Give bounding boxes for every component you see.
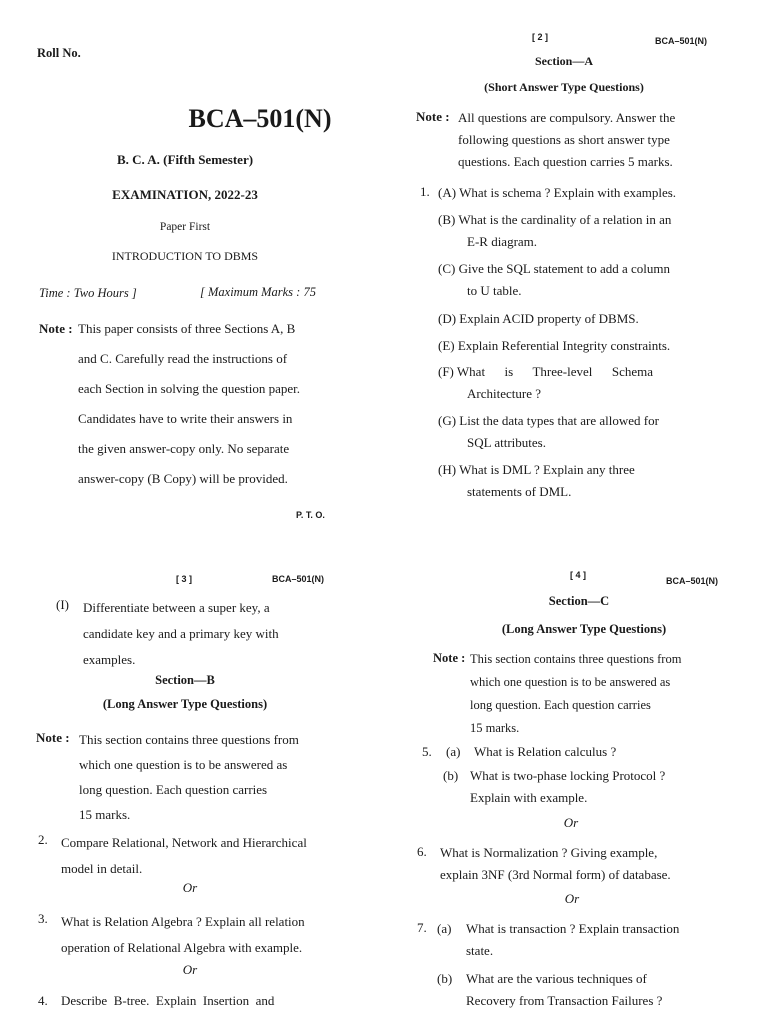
section-title: Section—C (548, 594, 610, 608)
note-line: 15 marks. (470, 721, 520, 735)
course-name: B. C. A. (Fifth Semester) (116, 152, 254, 167)
item-text: Explain ACID property of DBMS. (459, 311, 639, 326)
question-item (438, 361, 738, 405)
question-text (466, 968, 746, 1012)
question-line: What is Relation Algebra ? Explain all relation (61, 914, 305, 929)
note-line: long question. Each question carries (79, 782, 268, 797)
note-line: which one question is to be answered as (470, 675, 671, 689)
question-item (438, 258, 738, 302)
or-separator: Or (182, 962, 198, 977)
page-number: [ 3 ] (176, 574, 193, 584)
item-line: examples. (83, 652, 136, 667)
question-line: explain 3NF (3rd Normal form) of database. (440, 867, 671, 882)
question-item (438, 182, 728, 204)
question-number: 5. (422, 744, 432, 759)
item-label: (a) (437, 921, 452, 936)
question-line: What is two-phase locking Protocol ? (470, 768, 666, 783)
note-line: This paper consists of three Sections A, B (78, 321, 296, 336)
item-label: (I) (56, 597, 69, 612)
question-text: Describe B-tree. Explain Insertion and (61, 993, 275, 1008)
note-line: following questions as short answer type (458, 132, 670, 147)
or-separator: Or (563, 815, 579, 830)
item-label: (E) (438, 338, 455, 353)
page-number: [ 4 ] (570, 570, 587, 580)
item-line: candidate key and a primary key with (83, 626, 279, 641)
note-label: Note : (36, 730, 70, 745)
paper-number: Paper First (159, 221, 211, 233)
examination-year: EXAMINATION, 2022-23 (112, 187, 258, 202)
question-line: What are the various techniques of (466, 971, 647, 986)
question-item (438, 459, 738, 503)
page-3 (0, 540, 384, 1024)
paper-code-title: BCA–501(N) (188, 104, 332, 133)
item-label: (b) (437, 971, 453, 986)
page-number: [ 2 ] (532, 32, 549, 42)
question-text (466, 918, 746, 962)
question-line: operation of Relational Algebra with example. (61, 940, 303, 955)
item-text: Explain Referential Integrity constraints. (457, 338, 671, 353)
note-line: questions. Each question carries 5 marks. (458, 154, 673, 169)
page-2 (384, 0, 768, 540)
item-label: (D) (438, 311, 457, 326)
note-text (458, 107, 728, 173)
item-label: (H) (438, 462, 457, 477)
note-line: the given answer-copy only. No separate (78, 441, 290, 456)
note-line: and C. Carefully read the instructions of (78, 351, 288, 366)
section-subtitle: (Long Answer Type Questions) (501, 622, 667, 636)
maximum-marks: [ Maximum Marks : 75 (200, 285, 316, 299)
note-text (79, 727, 341, 827)
question-item (438, 209, 738, 253)
question-line: What is Normalization ? Giving example, (440, 845, 658, 860)
item-text: What is the cardinality of a relation in an (458, 212, 672, 227)
note-label: Note : (416, 109, 450, 124)
item-label: (B) (438, 212, 456, 227)
item-text: E-R diagram. (467, 234, 538, 249)
question-text (61, 830, 351, 882)
question-line: Recovery from Transaction Failures ? (466, 993, 663, 1008)
roll-number-label: Roll No. (37, 46, 81, 60)
item-text: Give the SQL statement to add a column (458, 261, 671, 276)
note-line: All questions are compulsory. Answer the (458, 110, 676, 125)
note-line: which one question is to be answered as (79, 757, 288, 772)
item-label: (C) (438, 261, 456, 276)
page-4 (384, 540, 768, 1024)
question-number: 6. (417, 844, 427, 859)
question-number: 7. (417, 920, 427, 935)
item-text: What is Three-level Schema (456, 364, 654, 379)
paper-code-header: BCA–501(N) (666, 576, 719, 586)
section-title: Section—A (535, 54, 593, 68)
item-label: (G) (438, 413, 457, 428)
time-allowed: Time : Two Hours ] (39, 286, 137, 300)
question-number: 2. (38, 832, 48, 847)
section-title: Section—B (155, 673, 215, 687)
note-line: answer-copy (B Copy) will be provided. (78, 471, 288, 486)
question-item (438, 410, 738, 454)
question-line: What is transaction ? Explain transaction (466, 921, 680, 936)
question-line: Compare Relational, Network and Hierarchical (61, 835, 307, 850)
item-text: What is DML ? Explain any three (459, 462, 635, 477)
item-label: (b) (443, 768, 459, 783)
item-text: to U table. (467, 283, 522, 298)
question-item (438, 308, 738, 330)
item-text: statements of DML. (467, 484, 572, 499)
question-text: What is Relation calculus ? (474, 744, 617, 759)
paper-code-header: BCA–501(N) (655, 36, 708, 46)
note-line: 15 marks. (79, 807, 131, 822)
section-subtitle: (Long Answer Type Questions) (102, 697, 268, 711)
question-line: Explain with example. (470, 790, 588, 805)
question-number: 4. (38, 993, 48, 1008)
note-label: Note : (433, 651, 466, 665)
item-text: List the data types that are allowed for (459, 413, 659, 428)
note-line: This section contains three questions from (79, 732, 299, 747)
note-line: This section contains three questions from (470, 652, 682, 666)
subject-title: INTRODUCTION TO DBMS (111, 249, 259, 263)
note-line: each Section in solving the question paper. (78, 381, 301, 396)
page-1 (0, 0, 384, 540)
note-text (470, 648, 726, 740)
question-text (440, 842, 740, 886)
question-line: model in detail. (61, 861, 143, 876)
item-text (83, 595, 343, 673)
item-text: Architecture ? (467, 386, 541, 401)
note-text (78, 314, 334, 494)
note-line: long question. Each question carries (470, 698, 651, 712)
item-label: (F) (438, 364, 454, 379)
or-separator: Or (182, 880, 198, 895)
item-text: What is schema ? Explain with examples. (459, 185, 677, 200)
pto-marker: P. T. O. (296, 510, 325, 520)
question-number: 3. (38, 911, 48, 926)
item-label: (a) (446, 744, 461, 759)
question-item (438, 335, 738, 357)
or-separator: Or (564, 891, 580, 906)
item-line: Differentiate between a super key, a (83, 600, 270, 615)
note-label: Note : (39, 321, 73, 336)
item-text: SQL attributes. (467, 435, 546, 450)
question-number: 1. (420, 184, 430, 199)
paper-code-header: BCA–501(N) (272, 574, 325, 584)
question-line: state. (466, 943, 494, 958)
question-text (470, 765, 740, 809)
note-line: Candidates have to write their answers in (78, 411, 293, 426)
section-subtitle: (Short Answer Type Questions) (484, 80, 644, 94)
question-text (61, 909, 361, 961)
item-label: (A) (438, 185, 457, 200)
